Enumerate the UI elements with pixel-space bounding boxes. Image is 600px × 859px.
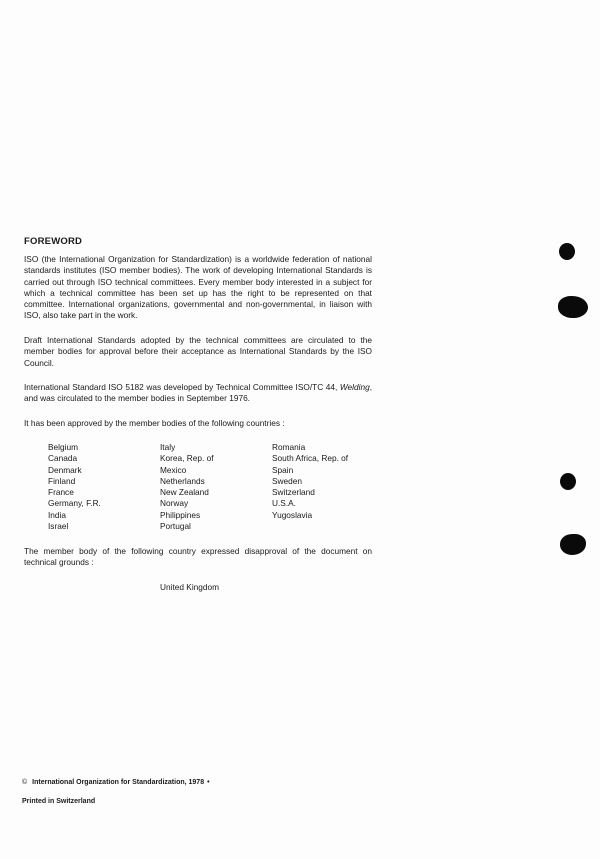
development-paragraph bbox=[24, 382, 372, 405]
development-text-start: International Standard ISO 5182 was developed by Technical Committee ISO/TC 44, bbox=[24, 382, 340, 392]
punch-hole-mark bbox=[559, 243, 575, 260]
bullet-mark: • bbox=[207, 779, 210, 786]
country-name: Spain bbox=[272, 464, 294, 475]
country-name: Mexico bbox=[160, 464, 187, 475]
country-name: France bbox=[48, 487, 74, 498]
country-name: Norway bbox=[160, 498, 189, 509]
copyright-line bbox=[22, 779, 210, 786]
country-name: Romania bbox=[272, 442, 306, 452]
country-name: Philippines bbox=[160, 509, 201, 520]
approval-intro: It has been approved by the member bodies of the following countries : bbox=[24, 418, 285, 428]
development-text-end: , and was circulated to the member bodies in September 1976. bbox=[24, 382, 372, 404]
country-name: Switzerland bbox=[272, 487, 315, 498]
printed-in: Printed in Switzerland bbox=[22, 798, 96, 805]
country-name: South Africa, Rep. of bbox=[272, 453, 349, 464]
country-column-2 bbox=[160, 442, 214, 532]
country-name: Germany, F.R. bbox=[48, 498, 101, 509]
punch-hole-mark bbox=[560, 534, 586, 555]
country-name: New Zealand bbox=[160, 487, 209, 498]
copyright-symbol: © bbox=[22, 779, 28, 786]
country-name: Israel bbox=[48, 521, 69, 532]
country-name: Yugoslavia bbox=[272, 509, 313, 520]
foreword-heading: FOREWORD bbox=[24, 236, 83, 247]
country-name: Belgium bbox=[48, 442, 78, 452]
country-name: Finland bbox=[48, 475, 76, 486]
punch-hole-mark bbox=[560, 473, 576, 490]
country-name: Sweden bbox=[272, 475, 302, 486]
country-column-1 bbox=[48, 442, 101, 532]
country-name: Netherlands bbox=[160, 475, 205, 486]
country-name: Portugal bbox=[160, 521, 191, 532]
disapproval-intro: The member body of the following country expressed disapproval of the document on technical grounds : bbox=[24, 546, 372, 568]
country-name: India bbox=[48, 509, 66, 520]
country-name: U.S.A. bbox=[272, 498, 296, 509]
disapproving-country: United Kingdom bbox=[160, 582, 220, 592]
country-name: Canada bbox=[48, 453, 78, 464]
intro-paragraph: ISO (the International Organization for Standardization) is a worldwide federation of national standards institutes (ISO member bodies). The work of developing International Standards is carried out through ISO technical committees. Every member body interested in a subject for which a technical committee has been set up has the right to be represented on that committee. International organizations, governmental and non-governmental, in liaison with ISO, also take part in the work. bbox=[24, 254, 372, 321]
copyright-text: International Organization for Standardization, 1978 bbox=[32, 779, 205, 786]
punch-hole-mark bbox=[558, 296, 588, 318]
committee-name: Welding bbox=[339, 382, 370, 392]
draft-standards-paragraph: Draft International Standards adopted by the technical committees are circulated to the member bodies for approval before their acceptance as International Standards by the ISO Council. bbox=[24, 335, 372, 368]
country-column-3 bbox=[272, 442, 348, 521]
country-name: Korea, Rep. of bbox=[160, 453, 214, 464]
country-name: Italy bbox=[160, 442, 176, 452]
country-name: Denmark bbox=[48, 464, 82, 475]
